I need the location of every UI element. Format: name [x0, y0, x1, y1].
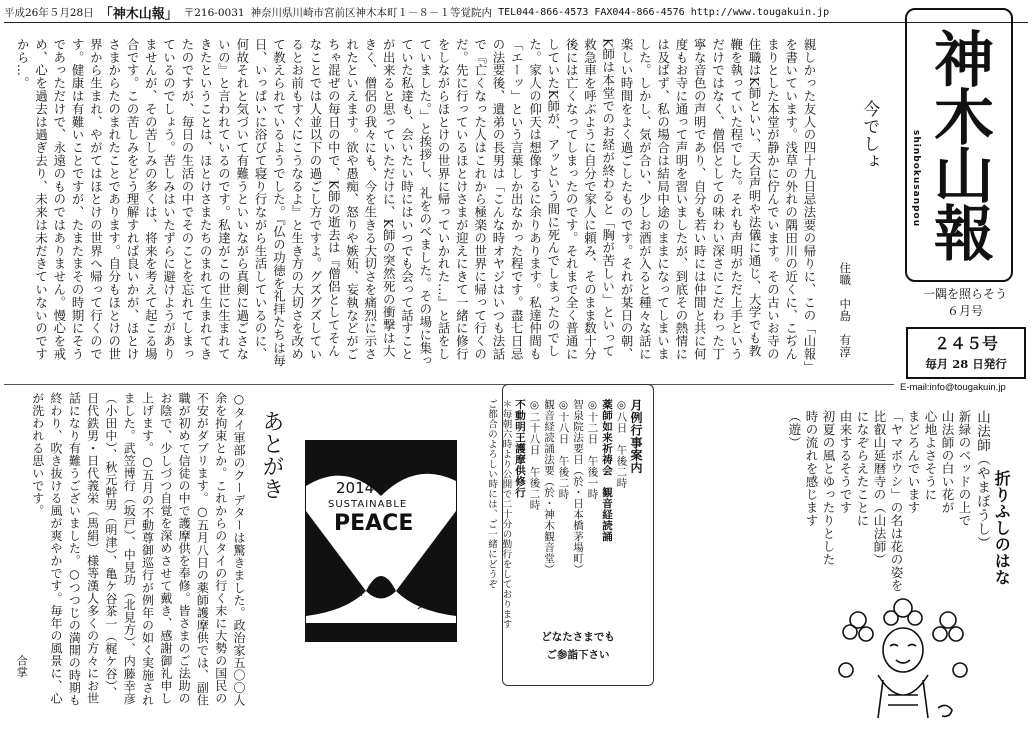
postal-code: 〒216-0031 — [183, 6, 245, 19]
poem-line: 比叡山延暦寺の（山法師） — [872, 410, 887, 566]
events-box — [486, 384, 654, 686]
issue-box — [906, 327, 1026, 379]
poster-from-here: from here. — [316, 589, 363, 599]
masthead-title: 神木山報 — [924, 27, 994, 260]
poster-artwork — [306, 441, 456, 641]
section-divider — [4, 384, 894, 385]
afterword-body: ○タイ軍部のクーデターは驚きました。政治家五〇〇人余を拘束とか。これからのタイの行く末に大勢の国民の不安がダブリます。○五月八日の薬師護摩供では、副住職が初めて信徒の中で護摩供を奉修。皆さまのご法助のお陰で、少しづつ自覚を深めさせて戴き、感謝御礼申し上げます。○五月の不動尊御巡行が例年の如く実施されました。武笠博行（坂戸）、中見功（北見方）、内藤幸彦（小田中）、秋元幹男（明津）、亀ケ谷茶一（梶ケ谷）、日代鉄男・日代義栄（馬絹）様等漢人多くの方々にお世話になり有難うございました。○つつじの満開の時期も終わり、吹き抜ける風が爽やかです。毎年の風景に、心が洗われる思いです。 — [30, 392, 246, 707]
header-bar — [4, 3, 1028, 21]
event-item: ◎十二日 午後一時 — [586, 399, 599, 500]
header-rule — [4, 22, 1028, 23]
events-footer-2: ご参詣下さい — [546, 649, 610, 661]
poem-line: 新緑のベッドの上で — [957, 410, 972, 527]
poem-line: 「ヤマボウシ」の名は花の姿を — [889, 410, 904, 592]
essay-body: 親しかった友人の四十九日忌法要の帰りに、この「山報」を書いています。浅草の外れの隅田川の近くに、こぢんまりとした本堂が静かに佇んでいます。その古いお寺の住職はK師といい、天台声明や法儀に通じ、大学でも教鞭を執っていた程でした。それも声明がただ上手というだけではなく、僧侶としての味わい深さにこだわった丁寧な音色の声明であり、自分も若い時には仲間と共に何度もお寺に通って声明を習いましたが、到底その熱情には及ばず、私の場合は結局中途のままになってしまいました。しかし、気が合い、少しお酒が入ると種々な話に楽しい時間をよく過ごしたものです。それが某日の朝、K師は本堂でのお経が終わると「胸が苦しい」といって救急車を呼ぶように自分で家人に頼み、そのまま数十分後には亡くなってしまったのです。それまで全く普通にしていたK師が、アッという間に死んでしまったのでした。家人の仰天は想像するに余りあります。私達仲間も「エーッ」という言葉しか出なかった程です。盡七日忌の法要後、遺弟の長男は「こんな時オヤジはいつも法話で『亡くなった人はこれから極楽の世界に帰って行くのだ。先に行っているほとけさまが迎えにきて一緒に修行をしながらほとけの世界に帰っていかれた…』と話をしていました。」と挨拶し、礼をのべました。その場に集っていた私達も、会いたい時にはいつでも会って話すことが出来ると思っていただけに、K師の突然死の衝撃は大きく、僧侶の我々にも、今を生きる大切さを痛烈に示されたといえます。欲や愚痴、怒りや嫉妬、妄執などがごちゃ混ぜの毎日の中で、K師の逝去は『僧侶としてそんなことでは人並以下の過ごし方ですよ。グズグズしているとお前もすぐにこうなるよ』と生き方の大切さを改めて教えられているようでした。『仏の功徳を礼拝たちは毎日、いっぱいに浴びて寝り行ながら生活しているのに、何故それと気づいて有難うといいながら真剣に過ごさないの』と言われているのです。私達がこの世に生まれてきたということは、ほとけさまたちのまれて生まれてきたのですが、毎日の生活の中でそのことを忘れてしまっているのでしょう。苦しみはいたずらに避けようがありませんが、その苦しみの多くは、将来を考えて起こる場合です。この苦しみをどう理解すれば良いかが、ほとけさまからたのまれたことであります。自分もほとけの世界から生まれ、やがてはほとけの世界へ帰って行くのです。健康は有難いことですが、たまたまその時期にそうであっただけで、永遠のものではありません。慢心を戒め、心を過去は過ぎ去り、未来は未だきていないのですから…。 — [15, 38, 817, 368]
poem-line: 山法師の白い花が — [940, 410, 955, 514]
event-item: ◎十八日 午後二時 — [557, 399, 570, 500]
event-item: ◎八日 午後二時 — [615, 399, 628, 489]
poem-line: 初夏の風とゆったりとした — [821, 410, 836, 566]
event-item: 智泉院法要日（於・日本橋茅場町） — [572, 399, 584, 575]
jizo-flower-illustration — [828, 580, 978, 720]
poem-line: 心地よさそうに — [923, 410, 938, 501]
afterword-title: あとがき — [259, 410, 284, 500]
poem-signature: （遊） — [787, 410, 802, 449]
email[interactable]: E-mail:info@tougakuin.jp — [900, 382, 1006, 393]
essay-title: 今でしょ — [859, 100, 880, 170]
poem-line: 由来するそうです — [838, 410, 853, 514]
poem-title: 山法師（やまぼうし） — [974, 410, 990, 550]
poem-heading: 折りふしのはな — [992, 470, 1012, 586]
fax: FAX044-866-4576 — [594, 6, 685, 18]
poster-line2: PEACE — [334, 511, 414, 536]
paper-name: 「神木山報」 — [99, 6, 178, 22]
events-list — [486, 399, 643, 639]
poster-year: 2014 — [336, 479, 375, 497]
issue-frequency: 毎月 28 日発行 — [925, 357, 1007, 371]
event-item: 薬師如来祈祷会 観音経読誦 — [601, 399, 613, 542]
essay-author: 住職 中島 有淳 — [838, 262, 853, 358]
masthead — [905, 8, 1013, 282]
tel: TEL044-866-4573 — [498, 6, 589, 18]
event-item: 不動明王護摩供修行 — [514, 399, 526, 498]
event-item: 観音経読誦法要（於・神木観音堂） — [543, 399, 555, 575]
events-footer-1: どなたさまでも — [541, 631, 615, 643]
event-note: ご都合のよろしい時には、ご一緒にどうぞ — [486, 399, 497, 589]
poem-line: まどろんでいます — [906, 410, 921, 514]
events-title: 月例行事案内 — [629, 399, 643, 474]
event-item: ◎二十八日 午後二時 — [528, 399, 541, 511]
issue-number: ２４５号 — [933, 334, 998, 353]
website-url[interactable]: http://www.tougakuin.jp — [690, 6, 830, 18]
address: 神奈川県川崎市宮前区神木本町１－８－１等覚院内 — [250, 6, 493, 19]
peace-poster — [305, 440, 457, 642]
poem-line: になぞらえたことに — [855, 410, 870, 527]
issue-date: 平成26年５月28日 — [4, 6, 94, 19]
issue-month: ６月号 — [946, 304, 983, 318]
poster-line1: SUSTAINABLE — [328, 499, 408, 510]
motto: 一隅を照らそう — [922, 287, 1007, 301]
masthead-romaji: shinbokusanpou — [911, 130, 921, 228]
event-note: ＊毎朝六時より公開で二十分の勤行をしております — [500, 399, 512, 629]
poem-line: 時の流れを感じます — [804, 410, 819, 527]
afterword-signature: 合掌 — [15, 655, 29, 678]
